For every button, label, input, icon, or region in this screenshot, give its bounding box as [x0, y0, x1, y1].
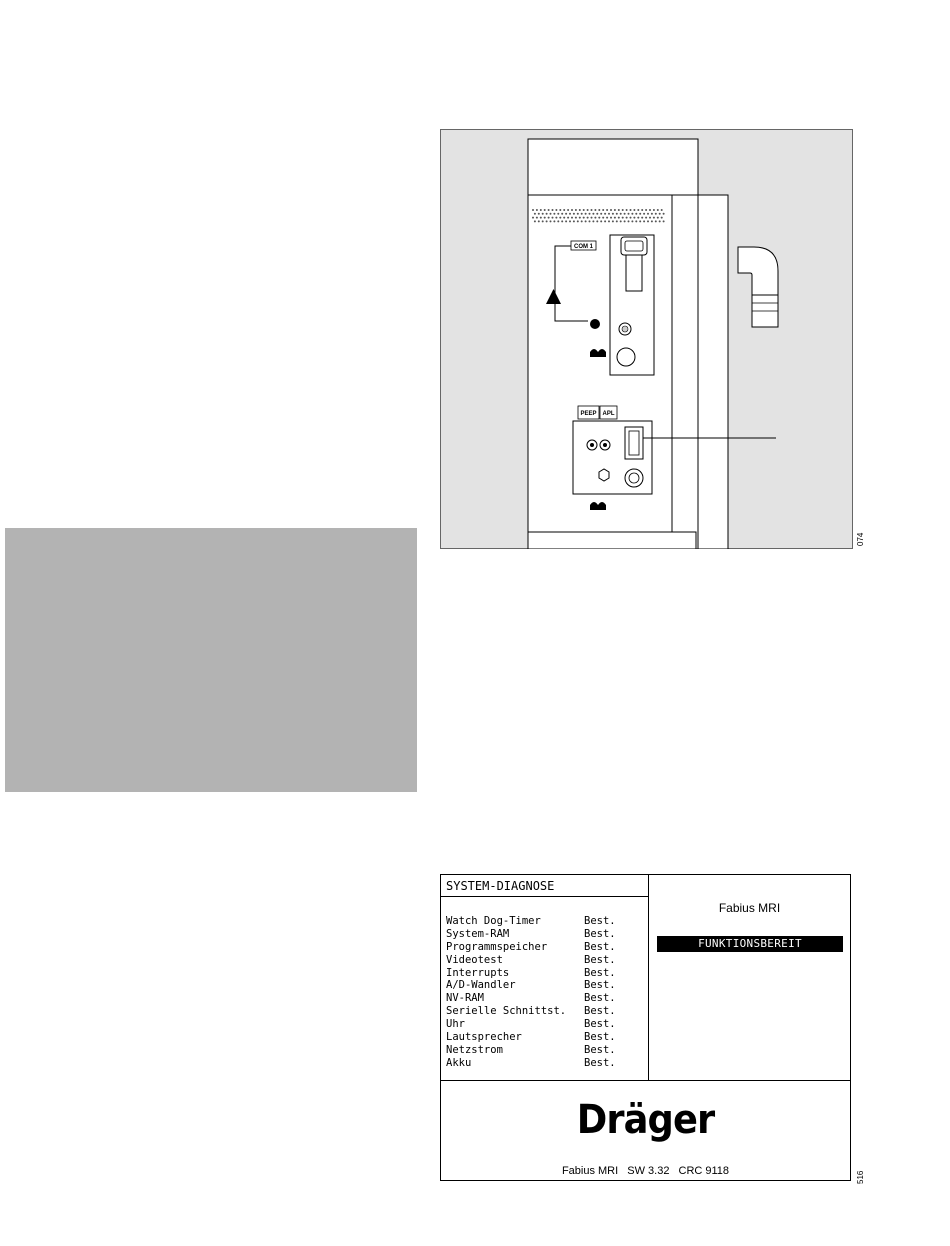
- vent-hole: [620, 213, 622, 215]
- vent-hole: [622, 209, 624, 211]
- vent-hole: [594, 209, 596, 211]
- vent-hole: [608, 220, 610, 222]
- vent-hole: [641, 217, 643, 219]
- vent-hole: [575, 209, 577, 211]
- vent-hole: [561, 220, 563, 222]
- vent-hole: [635, 220, 637, 222]
- vent-hole: [592, 220, 594, 222]
- vent-hole: [616, 213, 618, 215]
- vent-hole: [631, 220, 633, 222]
- vent-hole: [577, 213, 579, 215]
- vent-hole: [600, 220, 602, 222]
- footer-device: Fabius MRI: [561, 1165, 619, 1177]
- vent-hole: [573, 213, 575, 215]
- vent-hole: [643, 220, 645, 222]
- vent-hole: [647, 220, 649, 222]
- vent-hole: [581, 213, 583, 215]
- vent-hole: [649, 209, 651, 211]
- vent-hole: [557, 213, 559, 215]
- vent-hole: [647, 213, 649, 215]
- vent-hole: [655, 220, 657, 222]
- vent-hole: [628, 220, 630, 222]
- vent-hole: [577, 220, 579, 222]
- peep-label: PEEP: [580, 411, 597, 417]
- vent-hole: [606, 209, 608, 211]
- vent-hole: [653, 209, 655, 211]
- vent-hole: [653, 217, 655, 219]
- vent-hole: [552, 217, 554, 219]
- version-footer: [441, 1165, 850, 1177]
- vent-hole: [602, 209, 604, 211]
- vent-hole: [581, 220, 583, 222]
- vent-hole: [661, 209, 663, 211]
- vent-hole: [575, 217, 577, 219]
- vent-hole: [655, 213, 657, 215]
- vent-hole: [620, 220, 622, 222]
- vent-hole: [538, 213, 540, 215]
- vent-hole: [583, 209, 585, 211]
- vent-hole: [659, 213, 661, 215]
- list-item: Videotest Best.: [446, 953, 616, 966]
- figure-number: 074: [856, 532, 865, 546]
- apl-label: APL: [602, 411, 615, 417]
- vent-hole: [633, 217, 635, 219]
- diagnosis-screen: [440, 874, 851, 1181]
- vent-hole: [628, 213, 630, 215]
- list-item: Lautsprecher Best.: [446, 1031, 616, 1044]
- vent-hole: [555, 217, 557, 219]
- device-name: Fabius MRI: [718, 901, 781, 915]
- vent-hole: [555, 209, 557, 211]
- diagnosis-panel: [441, 875, 649, 1081]
- vent-hole: [614, 209, 616, 211]
- vent-hole: [659, 220, 661, 222]
- vent-hole: [641, 209, 643, 211]
- vent-hole: [624, 220, 626, 222]
- vent-hole: [624, 213, 626, 215]
- vent-hole: [633, 209, 635, 211]
- status-badge: FUNKTIONSBEREIT: [657, 936, 843, 952]
- list-item: Programmspeicher Best.: [446, 940, 616, 953]
- vent-hole: [548, 217, 550, 219]
- vent-hole: [538, 220, 540, 222]
- vent-hole: [608, 213, 610, 215]
- vent-hole: [663, 220, 665, 222]
- vent-hole: [602, 217, 604, 219]
- vent-hole: [542, 213, 544, 215]
- vent-hole: [592, 213, 594, 215]
- vent-hole: [604, 220, 606, 222]
- vent-hole: [563, 217, 565, 219]
- vent-hole: [585, 220, 587, 222]
- list-item: A/D-Wandler Best.: [446, 979, 616, 992]
- vent-hole: [614, 217, 616, 219]
- vent-hole: [546, 213, 548, 215]
- figure-number: 516: [856, 1170, 865, 1184]
- vent-hole: [626, 217, 628, 219]
- vent-hole: [645, 217, 647, 219]
- status-panel: [649, 875, 850, 1081]
- vent-hole: [573, 220, 575, 222]
- vent-hole: [557, 220, 559, 222]
- vent-hole: [567, 217, 569, 219]
- vent-hole: [610, 217, 612, 219]
- vent-hole: [553, 220, 555, 222]
- vent-hole: [596, 220, 598, 222]
- vent-hole: [622, 217, 624, 219]
- vent-hole: [637, 209, 639, 211]
- vent-hole: [536, 209, 538, 211]
- vent-hole: [569, 220, 571, 222]
- vent-hole: [589, 220, 591, 222]
- vent-hole: [546, 220, 548, 222]
- vent-hole: [598, 209, 600, 211]
- vent-hole: [661, 217, 663, 219]
- vent-hole: [604, 213, 606, 215]
- vent-hole: [616, 220, 618, 222]
- vent-hole: [536, 217, 538, 219]
- diagnosis-title: SYSTEM-DIAGNOSE: [441, 875, 648, 897]
- crc-value: CRC 9118: [678, 1165, 730, 1177]
- vent-hole: [630, 217, 632, 219]
- list-item: Akku Best.: [446, 1056, 616, 1069]
- vent-hole: [651, 220, 653, 222]
- vent-hole: [594, 217, 596, 219]
- vent-hole: [606, 217, 608, 219]
- list-item: Watch Dog-Timer Best.: [446, 915, 616, 927]
- vent-hole: [548, 209, 550, 211]
- vent-hole: [567, 209, 569, 211]
- vent-hole: [612, 213, 614, 215]
- vent-hole: [639, 220, 641, 222]
- vent-hole: [540, 209, 542, 211]
- vent-hole: [610, 209, 612, 211]
- vent-hole: [571, 209, 573, 211]
- vent-hole: [639, 213, 641, 215]
- vent-hole: [565, 220, 567, 222]
- vent-hole: [637, 217, 639, 219]
- vent-hole: [553, 213, 555, 215]
- vent-hole: [596, 213, 598, 215]
- vent-hole: [534, 220, 536, 222]
- vent-hole: [569, 213, 571, 215]
- vent-hole: [563, 209, 565, 211]
- vent-hole: [550, 213, 552, 215]
- vent-hole: [631, 213, 633, 215]
- vent-hole: [649, 217, 651, 219]
- vent-hole: [540, 217, 542, 219]
- com-label: COM 1: [573, 244, 594, 250]
- list-item: NV-RAM Best.: [446, 992, 616, 1005]
- vent-hole: [579, 209, 581, 211]
- vent-hole: [550, 220, 552, 222]
- vent-hole: [534, 213, 536, 215]
- vent-hole: [544, 217, 546, 219]
- vent-hole: [579, 217, 581, 219]
- vent-hole: [587, 217, 589, 219]
- vent-hole: [618, 217, 620, 219]
- vent-hole: [645, 209, 647, 211]
- list-item: Serielle Schnittst. Best.: [446, 1005, 616, 1018]
- vent-hole: [598, 217, 600, 219]
- note-box: [5, 528, 417, 792]
- list-item: Uhr Best.: [446, 1018, 616, 1031]
- vent-hole: [585, 213, 587, 215]
- list-item: System-RAM Best.: [446, 927, 616, 940]
- software-version: SW 3.32: [627, 1165, 670, 1177]
- vent-hole: [635, 213, 637, 215]
- vent-hole: [591, 217, 593, 219]
- vent-hole: [591, 209, 593, 211]
- vent-hole: [552, 209, 554, 211]
- vent-hole: [663, 213, 665, 215]
- vent-hole: [657, 217, 659, 219]
- vent-hole: [589, 213, 591, 215]
- vent-hole: [571, 217, 573, 219]
- vent-hole: [612, 220, 614, 222]
- vent-hole: [565, 213, 567, 215]
- vent-hole: [583, 217, 585, 219]
- vent-hole: [600, 213, 602, 215]
- diagnosis-list: [446, 915, 616, 1070]
- vent-hole: [532, 209, 534, 211]
- vent-hole: [630, 209, 632, 211]
- vent-hole: [618, 209, 620, 211]
- vent-hole: [561, 213, 563, 215]
- list-item: Netzstrom Best.: [446, 1043, 616, 1056]
- vent-hole: [544, 209, 546, 211]
- vent-hole: [657, 209, 659, 211]
- vent-hole: [587, 209, 589, 211]
- vent-hole: [643, 213, 645, 215]
- vent-hole: [559, 209, 561, 211]
- vent-hole: [532, 217, 534, 219]
- list-item: Interrupts Best.: [446, 966, 616, 979]
- device-panel-figure: [440, 129, 853, 549]
- vent-hole: [559, 217, 561, 219]
- vent-hole: [626, 209, 628, 211]
- vent-hole: [542, 220, 544, 222]
- vent-hole: [651, 213, 653, 215]
- drager-logo: Dräger: [576, 1097, 715, 1143]
